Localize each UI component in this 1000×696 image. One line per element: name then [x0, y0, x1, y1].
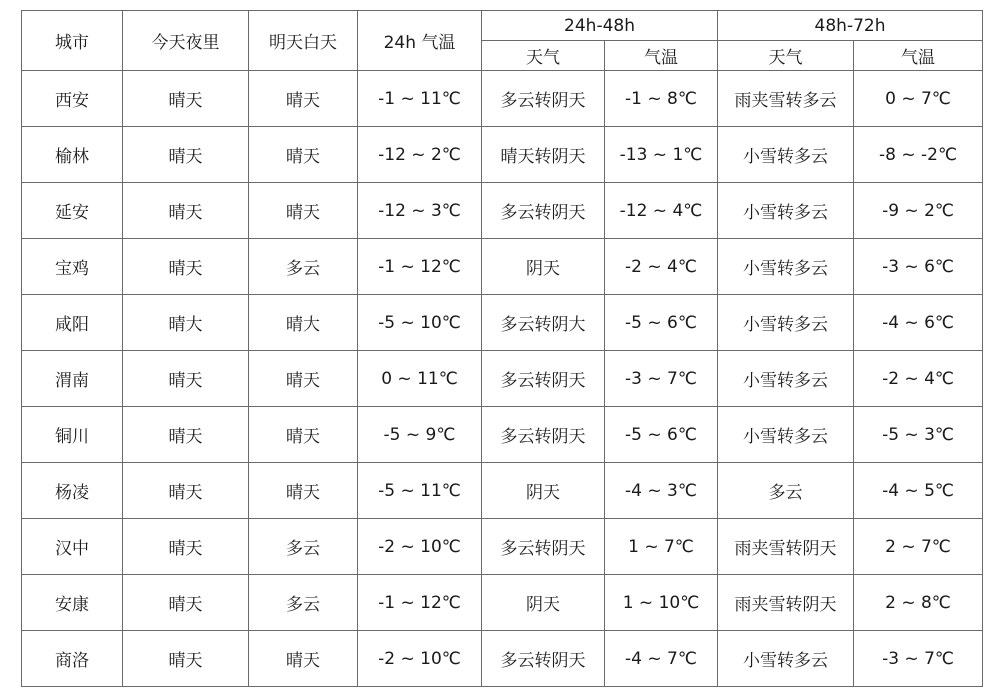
city-cell: 西安 [22, 71, 123, 127]
temp-48-cell: -5 ~ 6℃ [605, 407, 718, 463]
weather-48-cell: 多云转阴天 [482, 351, 605, 407]
tonight-cell: 晴天 [123, 351, 249, 407]
tomorrow-cell: 晴天 [249, 463, 358, 519]
city-cell: 杨凌 [22, 463, 123, 519]
temp-72-cell: 0 ~ 7℃ [854, 71, 983, 127]
weather-72-cell: 小雪转多云 [718, 239, 854, 295]
temp-48-cell: -2 ~ 4℃ [605, 239, 718, 295]
weather-48-cell: 多云转阴天 [482, 519, 605, 575]
city-cell: 榆林 [22, 127, 123, 183]
header-row-top [22, 11, 983, 41]
temp-72-cell: -9 ~ 2℃ [854, 183, 983, 239]
temp-72-cell: -4 ~ 6℃ [854, 295, 983, 351]
weather-48-cell: 多云转阴天 [482, 71, 605, 127]
temp-72-cell: -4 ~ 5℃ [854, 463, 983, 519]
table-row [22, 239, 983, 295]
weather-72-cell: 雨夹雪转多云 [718, 71, 854, 127]
weather-72-cell: 小雪转多云 [718, 631, 854, 687]
table-row [22, 463, 983, 519]
tonight-cell: 晴天 [123, 183, 249, 239]
tonight-cell: 晴天 [123, 71, 249, 127]
tomorrow-cell: 晴天 [249, 71, 358, 127]
city-cell: 延安 [22, 183, 123, 239]
weather-72-cell: 多云 [718, 463, 854, 519]
temp-48-cell: -4 ~ 3℃ [605, 463, 718, 519]
weather-48-cell: 多云转阴天 [482, 407, 605, 463]
table-header [22, 11, 983, 71]
weather-72-cell: 雨夹雪转阴天 [718, 519, 854, 575]
city-cell: 咸阳 [22, 295, 123, 351]
temp-24h-cell: -1 ~ 12℃ [358, 575, 482, 631]
tonight-cell: 晴天 [123, 519, 249, 575]
header-tomorrow-day: 明天白天 [249, 11, 358, 71]
temp-72-cell: -2 ~ 4℃ [854, 351, 983, 407]
table-row [22, 575, 983, 631]
temp-24h-cell: -1 ~ 12℃ [358, 239, 482, 295]
tomorrow-cell: 晴天 [249, 127, 358, 183]
tomorrow-cell: 多云 [249, 519, 358, 575]
header-temp-72: 气温 [854, 41, 983, 71]
table-row [22, 351, 983, 407]
header-temp-24h: 24h 气温 [358, 11, 482, 71]
weather-forecast-table [21, 10, 983, 687]
temp-24h-cell: -5 ~ 11℃ [358, 463, 482, 519]
tonight-cell: 晴大 [123, 295, 249, 351]
weather-48-cell: 阴天 [482, 463, 605, 519]
temp-48-cell: 1 ~ 7℃ [605, 519, 718, 575]
temp-48-cell: -13 ~ 1℃ [605, 127, 718, 183]
temp-24h-cell: -12 ~ 2℃ [358, 127, 482, 183]
table-row [22, 631, 983, 687]
weather-48-cell: 多云转阴天 [482, 631, 605, 687]
tomorrow-cell: 晴天 [249, 183, 358, 239]
tonight-cell: 晴天 [123, 407, 249, 463]
temp-24h-cell: -1 ~ 11℃ [358, 71, 482, 127]
weather-72-cell: 雨夹雪转阴天 [718, 575, 854, 631]
header-weather-48: 天气 [482, 41, 605, 71]
tonight-cell: 晴天 [123, 127, 249, 183]
city-cell: 宝鸡 [22, 239, 123, 295]
weather-72-cell: 小雪转多云 [718, 295, 854, 351]
temp-72-cell: -3 ~ 7℃ [854, 631, 983, 687]
weather-72-cell: 小雪转多云 [718, 407, 854, 463]
temp-24h-cell: 0 ~ 11℃ [358, 351, 482, 407]
temp-72-cell: 2 ~ 7℃ [854, 519, 983, 575]
weather-48-cell: 多云转阴天 [482, 183, 605, 239]
temp-24h-cell: -5 ~ 9℃ [358, 407, 482, 463]
city-cell: 汉中 [22, 519, 123, 575]
temp-24h-cell: -12 ~ 3℃ [358, 183, 482, 239]
temp-48-cell: -4 ~ 7℃ [605, 631, 718, 687]
city-cell: 安康 [22, 575, 123, 631]
tomorrow-cell: 晴天 [249, 631, 358, 687]
tomorrow-cell: 多云 [249, 239, 358, 295]
tonight-cell: 晴天 [123, 463, 249, 519]
tomorrow-cell: 晴天 [249, 351, 358, 407]
table-row [22, 519, 983, 575]
city-cell: 商洛 [22, 631, 123, 687]
forecast-table-container [21, 10, 982, 687]
weather-72-cell: 小雪转多云 [718, 351, 854, 407]
header-tonight: 今天夜里 [123, 11, 249, 71]
tonight-cell: 晴天 [123, 239, 249, 295]
weather-48-cell: 多云转阴大 [482, 295, 605, 351]
temp-24h-cell: -2 ~ 10℃ [358, 631, 482, 687]
temp-72-cell: -5 ~ 3℃ [854, 407, 983, 463]
tomorrow-cell: 多云 [249, 575, 358, 631]
table-row [22, 183, 983, 239]
temp-48-cell: -12 ~ 4℃ [605, 183, 718, 239]
temp-72-cell: -8 ~ -2℃ [854, 127, 983, 183]
weather-72-cell: 小雪转多云 [718, 127, 854, 183]
table-row [22, 127, 983, 183]
table-body [22, 71, 983, 687]
temp-72-cell: -3 ~ 6℃ [854, 239, 983, 295]
city-cell: 渭南 [22, 351, 123, 407]
table-row [22, 407, 983, 463]
header-weather-72: 天气 [718, 41, 854, 71]
tonight-cell: 晴天 [123, 631, 249, 687]
table-row [22, 71, 983, 127]
temp-72-cell: 2 ~ 8℃ [854, 575, 983, 631]
temp-48-cell: -1 ~ 8℃ [605, 71, 718, 127]
temp-24h-cell: -5 ~ 10℃ [358, 295, 482, 351]
weather-48-cell: 阴天 [482, 239, 605, 295]
header-city: 城市 [22, 11, 123, 71]
table-row [22, 295, 983, 351]
temp-48-cell: -5 ~ 6℃ [605, 295, 718, 351]
temp-48-cell: 1 ~ 10℃ [605, 575, 718, 631]
temp-48-cell: -3 ~ 7℃ [605, 351, 718, 407]
tomorrow-cell: 晴天 [249, 407, 358, 463]
tonight-cell: 晴天 [123, 575, 249, 631]
weather-48-cell: 晴天转阴天 [482, 127, 605, 183]
weather-72-cell: 小雪转多云 [718, 183, 854, 239]
city-cell: 铜川 [22, 407, 123, 463]
header-period-48-72: 48h-72h [718, 11, 983, 41]
tomorrow-cell: 晴大 [249, 295, 358, 351]
header-period-24-48: 24h-48h [482, 11, 718, 41]
temp-24h-cell: -2 ~ 10℃ [358, 519, 482, 575]
header-temp-48: 气温 [605, 41, 718, 71]
weather-48-cell: 阴天 [482, 575, 605, 631]
